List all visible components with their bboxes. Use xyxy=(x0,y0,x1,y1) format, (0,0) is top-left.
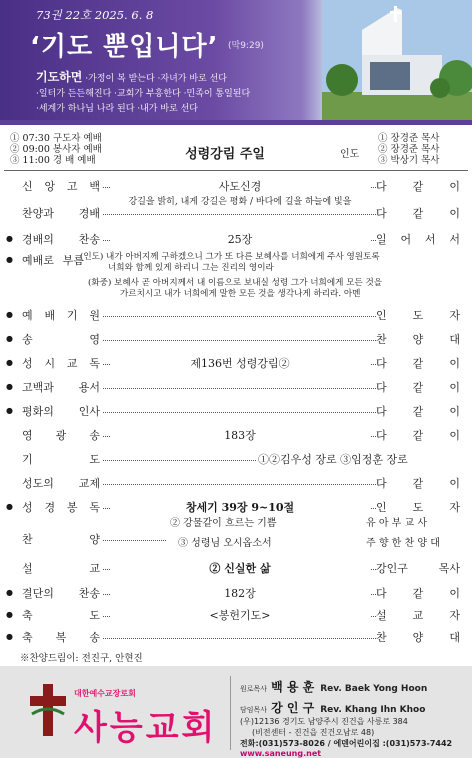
minister-2: ② 장경준 목사 xyxy=(378,144,440,155)
call-to-worship xyxy=(80,252,470,300)
order-row-praise xyxy=(6,197,466,223)
service-time-1: ① 07:30 구도자 예배 xyxy=(10,133,102,144)
order-label: 기 도 xyxy=(22,453,100,466)
motto-verse: (막9:29) xyxy=(228,41,264,51)
service-ministers xyxy=(378,133,439,166)
order-label: 성도의 교제 xyxy=(22,477,100,490)
order-content: 제136번 성령강림② xyxy=(185,357,294,370)
service-time-3: ③ 11:00 경 배 예배 xyxy=(10,155,96,166)
order-performer: 다 같 이 xyxy=(376,477,460,490)
order-label: 찬 양 xyxy=(22,533,100,546)
order-label: 축 복 송 xyxy=(22,631,100,644)
call-leader-text: 내가 아버지께 구하겠으니 그가 또 다른 보혜사를 너희에게 주사 영원토록 xyxy=(106,252,380,262)
church-building-photo xyxy=(322,0,472,120)
service-times xyxy=(10,133,102,166)
motto-title: ‘기도 뿐입니다’ xyxy=(30,32,219,62)
order-performer: 일 어 서 서 xyxy=(376,233,460,246)
senior-name: 강 인 구 xyxy=(271,701,315,715)
call-leader-text-2: 너희와 함께 있게 하리니 그는 진리의 영이라 xyxy=(108,263,274,273)
order-performer: 다 같 이 xyxy=(376,180,460,193)
leader-label: 인도 xyxy=(340,149,360,160)
order-row-response-hymn: ● 결단의 찬송 182장 다 같 이 xyxy=(6,587,460,600)
order-row-confession: ● 고백과 용서 다 같 이 xyxy=(6,381,460,394)
call-people-text: 보혜사 곧 아버지께서 내 이름으로 보내실 성령 그가 너희에게 모든 것을 xyxy=(114,278,383,288)
order-row-reading: ● 성 시 교 독 제136번 성령강림② 다 같 이 xyxy=(6,357,460,370)
order-content: ② 신실한 삶 xyxy=(204,562,275,575)
order-row-sermon xyxy=(6,558,466,578)
goals-line-3: ·세계가 하나님 나라 된다 ·내가 바로 선다 xyxy=(36,104,198,114)
service-time-2: ② 09:00 봉사자 예배 xyxy=(10,144,102,155)
order-content: 창세기 39장 9~10절 xyxy=(181,501,299,514)
order-label: 결단의 찬송 xyxy=(22,587,100,600)
order-row-prayer xyxy=(6,449,466,469)
order-label: 예배로 부름 xyxy=(22,254,84,267)
footer xyxy=(0,666,472,758)
order-content: 사도신경 xyxy=(214,180,267,193)
order-performer: 다 같 이 xyxy=(376,357,460,370)
order-performer: 설 교 자 xyxy=(376,609,460,622)
order-row-benediction: ● 축 도 <봉헌기도> 설 교 자 xyxy=(6,609,460,622)
emeritus-label: 원로목사 xyxy=(240,685,268,693)
order-label: 찬양과 경배 xyxy=(22,207,100,220)
order-performer: 찬 양 대 xyxy=(376,631,460,644)
order-performer: 강인구 목사 xyxy=(376,562,460,575)
website-link[interactable]: www.saneung.net xyxy=(240,749,322,758)
order-content: 25장 xyxy=(223,233,258,246)
order-performer: 인 도 자 xyxy=(376,309,460,322)
order-content: 182장 xyxy=(219,587,261,600)
order-row-peace: ● 평화의 인사 다 같 이 xyxy=(6,405,460,418)
prayer-goals xyxy=(36,70,336,117)
order-row-hymn: ● 경배의 찬송 25장 일 어 서 서 xyxy=(6,233,460,246)
order-performer: 다 같 이 xyxy=(376,587,460,600)
order-performer: 다 같 이 xyxy=(376,207,460,220)
order-performer: 찬 양 대 xyxy=(376,333,460,346)
goals-line-1: ·가정이 복 받는다 ·자녀가 바로 선다 xyxy=(85,74,227,84)
order-content: ①②김우성 장로 ③임정훈 장로 xyxy=(258,453,408,466)
order-row-creed xyxy=(6,176,466,196)
church-name: 사능교회 xyxy=(74,708,218,748)
order-label: 송 영 xyxy=(22,333,100,346)
cross-logo-icon xyxy=(30,684,66,736)
order-content: 183장 xyxy=(219,429,261,442)
banner-divider xyxy=(0,120,472,125)
order-content: <봉헌기도> xyxy=(205,609,276,622)
anthem-second: ③ 성령님 오시옵소서 xyxy=(178,538,272,549)
order-label: 평화의 인사 xyxy=(22,405,100,418)
order-row-call: ● 예배로 부름 xyxy=(6,254,84,267)
order-label: 성 경 봉 독 xyxy=(22,501,100,514)
goals-lead: 기도하면 xyxy=(36,70,83,84)
order-label: 경배의 찬송 xyxy=(22,233,100,246)
order-performer: 다 같 이 xyxy=(376,381,460,394)
order-label: 고백과 용서 xyxy=(22,381,100,394)
anthem-first: ② 강물같이 흐르는 기쁨 xyxy=(170,518,277,529)
order-label: 성 시 교 독 xyxy=(22,357,100,370)
section-divider xyxy=(4,170,468,171)
order-label: 신 앙 고 백 xyxy=(22,180,100,193)
footer-divider xyxy=(230,676,231,750)
order-row-invocation: ● 예 배 기 원 인 도 자 xyxy=(6,309,460,322)
address-line-1: (우)12136 경기도 남양주시 진건읍 사릉로 384 xyxy=(240,717,408,726)
header-banner xyxy=(0,0,472,120)
emeritus-name: 백 용 훈 xyxy=(271,680,315,694)
address-line-2: (비전센터 - 진건읍 진건오남로 48) xyxy=(252,728,375,737)
order-label: 축 도 xyxy=(22,609,100,622)
choir-note: ※찬양드림이: 전진구, 안현진 xyxy=(20,653,143,664)
order-label: 영 광 송 xyxy=(22,429,100,442)
goals-line-2: ·일터가 든든해진다 ·교회가 부흥한다 ·민족이 통일된다 xyxy=(36,89,251,99)
senior-en: Rev. Khang Ihn Khoo xyxy=(320,705,426,715)
call-leader-tag: (인도) xyxy=(80,252,104,262)
issue-info: 73권 22호 2025. 6. 8 xyxy=(36,8,154,22)
church-address xyxy=(240,716,452,749)
order-performer: 인 도 자 xyxy=(376,501,460,514)
emeritus-en: Rev. Baek Yong Hoon xyxy=(320,684,428,694)
order-label: 설 교 xyxy=(22,562,100,575)
minister-3: ③ 박상기 목사 xyxy=(378,155,440,166)
pastors-info xyxy=(240,678,427,720)
order-row-blessing: ● 축 복 송 찬 양 대 xyxy=(6,631,460,644)
order-performer: 다 같 이 xyxy=(376,405,460,418)
order-label: 예 배 기 원 xyxy=(22,309,100,322)
order-content: 강길을 밝히, 내게 강길은 평화 / 바다에 길을 하늘에 빛을 xyxy=(124,197,357,207)
senior-label: 담임목사 xyxy=(240,706,268,714)
phone-line: 전화:(031)573-8026 / 에덴어린이집 :(031)573-7442 xyxy=(240,739,453,748)
worship-theme: 성령강림 주일 xyxy=(185,147,265,162)
order-row-doxology: ● 송 영 찬 양 대 xyxy=(6,333,460,346)
order-performer: 다 같 이 xyxy=(376,429,460,442)
call-people-text-2: 가르치시고 내가 너희에게 말한 모든 것을 생각나게 하리라. 아멘 xyxy=(120,289,361,299)
order-row-scripture: ● 성 경 봉 독 창세기 39장 9~10절 인 도 자 xyxy=(6,501,460,514)
minister-1: ① 장경준 목사 xyxy=(378,133,440,144)
order-row-fellowship xyxy=(6,473,466,493)
order-row-gloria xyxy=(6,425,466,445)
anthem-first-choir: 유 아 부 교 사 xyxy=(366,518,428,529)
call-people-tag: (화중) xyxy=(88,278,112,288)
denomination: 대한예수교장로회 xyxy=(74,689,136,698)
anthem-second-choir: 주 향 한 찬 양 대 xyxy=(366,538,440,549)
